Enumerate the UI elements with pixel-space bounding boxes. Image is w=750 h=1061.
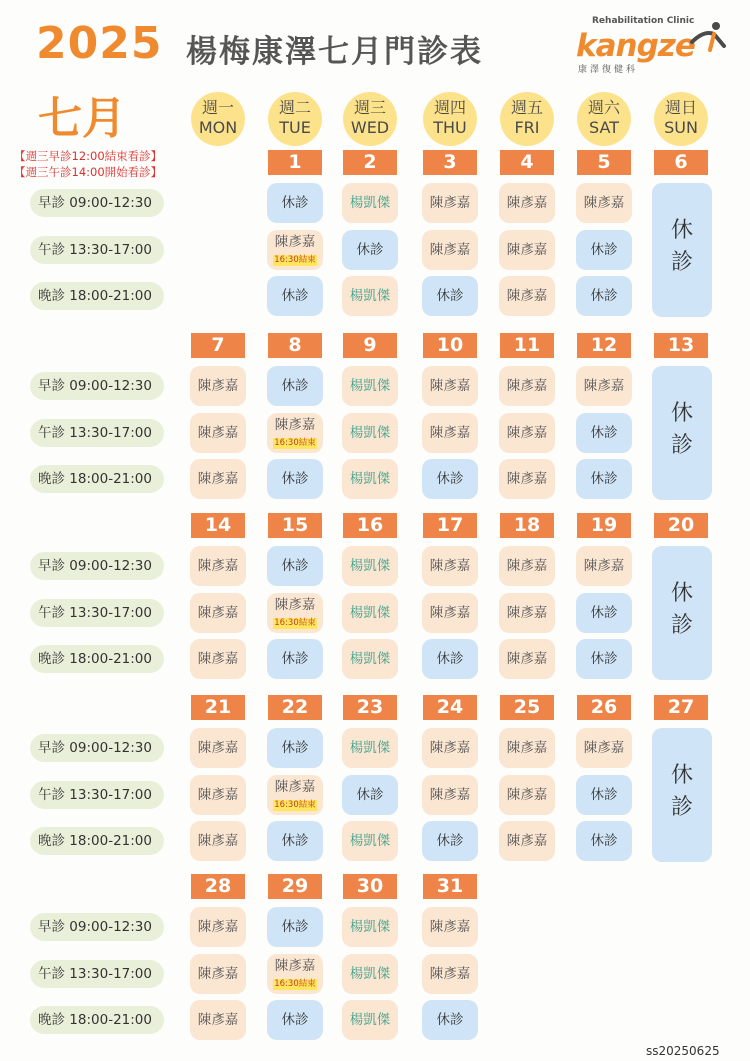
session-label: 晚診 18:00-21:00 <box>30 1006 164 1034</box>
session-label: 早診 09:00-12:30 <box>30 189 164 217</box>
date-cell: 11 <box>500 333 554 358</box>
date-cell: 26 <box>577 695 631 720</box>
doctor-cell: 陳彥嘉 <box>422 230 478 270</box>
doctor-cell: 陳彥嘉 <box>499 775 555 815</box>
doctor-cell: 陳彥嘉 <box>422 546 478 586</box>
date-cell: 8 <box>268 333 322 358</box>
doctor-cell-early-close <box>267 230 323 270</box>
date-cell: 16 <box>343 513 397 538</box>
day-header-thu <box>423 92 477 146</box>
closed-cell: 休診 <box>576 821 632 861</box>
session-label: 早診 09:00-12:30 <box>30 913 164 941</box>
date-cell: 14 <box>191 513 245 538</box>
doctor-cell: 陳彥嘉 <box>499 546 555 586</box>
schedule-notes <box>14 148 162 180</box>
closed-cell: 休診 <box>267 1000 323 1040</box>
doctor-cell: 楊凱傑 <box>342 276 398 316</box>
date-cell: 31 <box>423 874 477 899</box>
day-header-zh: 週四 <box>433 98 466 117</box>
doctor-cell-early-close <box>267 413 323 453</box>
sunday-closed-block <box>652 728 712 862</box>
early-close-badge: 16:30結束 <box>274 618 316 628</box>
day-header-zh: 週二 <box>278 98 311 117</box>
date-cell: 15 <box>268 513 322 538</box>
day-header-fri <box>500 92 554 146</box>
sunday-closed-char: 診 <box>670 795 693 820</box>
date-cell: 19 <box>577 513 631 538</box>
date-cell: 24 <box>423 695 477 720</box>
doctor-cell: 陳彥嘉 <box>499 230 555 270</box>
doctor-cell: 楊凱傑 <box>342 954 398 994</box>
closed-cell: 休診 <box>576 593 632 633</box>
doctor-cell-early-close <box>267 593 323 633</box>
day-header-zh: 週日 <box>664 98 697 117</box>
doctor-name: 陳彥嘉 <box>274 234 316 250</box>
doctor-cell: 陳彥嘉 <box>499 413 555 453</box>
sunday-closed-char: 休 <box>670 581 693 606</box>
day-header-mon <box>191 92 245 146</box>
closed-cell: 休診 <box>422 459 478 499</box>
closed-cell: 休診 <box>576 276 632 316</box>
logo-brand: kangze <box>576 28 695 64</box>
sunday-closed-char: 休 <box>670 401 693 426</box>
doctor-cell: 楊凱傑 <box>342 366 398 406</box>
date-cell: 18 <box>500 513 554 538</box>
doctor-cell: 陳彥嘉 <box>499 459 555 499</box>
doctor-cell: 陳彥嘉 <box>190 366 246 406</box>
doctor-cell: 陳彥嘉 <box>190 954 246 994</box>
clinic-logo <box>576 14 736 75</box>
doctor-cell: 陳彥嘉 <box>190 639 246 679</box>
doctor-cell: 陳彥嘉 <box>499 821 555 861</box>
date-cell: 1 <box>268 150 322 175</box>
closed-cell: 休診 <box>342 230 398 270</box>
early-close-badge: 16:30結束 <box>274 979 316 989</box>
date-cell: 6 <box>654 150 708 175</box>
closed-cell: 休診 <box>342 775 398 815</box>
closed-cell: 休診 <box>576 230 632 270</box>
closed-cell: 休診 <box>576 775 632 815</box>
session-label: 午診 13:30-17:00 <box>30 419 164 447</box>
day-header-en: THU <box>433 118 467 137</box>
session-label: 晚診 18:00-21:00 <box>30 282 164 310</box>
session-label: 早診 09:00-12:30 <box>30 372 164 400</box>
day-header-sun <box>654 92 708 146</box>
date-cell: 23 <box>343 695 397 720</box>
session-label: 午診 13:30-17:00 <box>30 960 164 988</box>
session-label: 午診 13:30-17:00 <box>30 236 164 264</box>
doctor-cell: 陳彥嘉 <box>190 459 246 499</box>
closed-cell: 休診 <box>576 413 632 453</box>
sunday-closed-block <box>652 183 712 317</box>
doctor-cell: 楊凱傑 <box>342 907 398 947</box>
doctor-cell: 陳彥嘉 <box>576 366 632 406</box>
date-cell: 17 <box>423 513 477 538</box>
date-cell: 12 <box>577 333 631 358</box>
note-wed-afternoon: 【週三午診14:00開始看診】 <box>14 165 163 179</box>
doctor-cell: 陳彥嘉 <box>499 276 555 316</box>
doctor-cell: 楊凱傑 <box>342 546 398 586</box>
early-close-badge: 16:30結束 <box>274 800 316 810</box>
session-label: 午診 13:30-17:00 <box>30 599 164 627</box>
running-figure-icon <box>686 20 734 60</box>
closed-cell: 休診 <box>267 907 323 947</box>
early-close-badge: 16:30結束 <box>274 255 316 265</box>
year-heading: 2025 <box>36 18 163 69</box>
day-header-zh: 週三 <box>353 98 386 117</box>
day-header-tue <box>268 92 322 146</box>
doctor-name: 陳彥嘉 <box>274 417 316 433</box>
doctor-cell: 楊凱傑 <box>342 1000 398 1040</box>
doctor-cell: 陳彥嘉 <box>190 907 246 947</box>
day-header-zh: 週六 <box>587 98 620 117</box>
date-cell: 21 <box>191 695 245 720</box>
date-cell: 13 <box>654 333 708 358</box>
day-header-en: SUN <box>664 118 698 137</box>
doctor-name: 陳彥嘉 <box>274 779 316 795</box>
note-wed-morning: 【週三早診12:00結束看診】 <box>14 149 163 163</box>
closed-cell: 休診 <box>267 366 323 406</box>
session-label: 早診 09:00-12:30 <box>30 734 164 762</box>
closed-cell: 休診 <box>576 639 632 679</box>
day-header-sat <box>577 92 631 146</box>
doctor-cell: 楊凱傑 <box>342 639 398 679</box>
early-close-badge: 16:30結束 <box>274 438 316 448</box>
sunday-closed-block <box>652 366 712 500</box>
closed-cell: 休診 <box>422 276 478 316</box>
doctor-cell: 陳彥嘉 <box>576 728 632 768</box>
page-title: 楊梅康澤七月門診表 <box>186 34 483 70</box>
sunday-closed-block <box>652 546 712 680</box>
date-cell: 28 <box>191 874 245 899</box>
session-label: 早診 09:00-12:30 <box>30 552 164 580</box>
doctor-cell: 陳彥嘉 <box>190 593 246 633</box>
doctor-cell: 陳彥嘉 <box>422 593 478 633</box>
day-header-zh: 週五 <box>510 98 543 117</box>
date-cell: 4 <box>500 150 554 175</box>
month-heading: 七月 <box>38 93 126 144</box>
doctor-cell: 陳彥嘉 <box>190 728 246 768</box>
sunday-closed-char: 診 <box>670 433 693 458</box>
date-cell: 5 <box>577 150 631 175</box>
doctor-cell: 楊凱傑 <box>342 728 398 768</box>
doctor-cell: 陳彥嘉 <box>499 593 555 633</box>
closed-cell: 休診 <box>267 183 323 223</box>
doctor-cell: 陳彥嘉 <box>576 546 632 586</box>
date-cell: 10 <box>423 333 477 358</box>
date-cell: 3 <box>423 150 477 175</box>
logo-chinese: 康澤復健科 <box>578 65 639 75</box>
sunday-closed-char: 診 <box>670 613 693 638</box>
doctor-cell: 陳彥嘉 <box>190 1000 246 1040</box>
closed-cell: 休診 <box>267 276 323 316</box>
doctor-cell: 楊凱傑 <box>342 459 398 499</box>
day-header-en: SAT <box>589 118 619 137</box>
doctor-cell: 陳彥嘉 <box>422 775 478 815</box>
closed-cell: 休診 <box>422 821 478 861</box>
doctor-cell: 陳彥嘉 <box>190 413 246 453</box>
footer-code: ss20250625 <box>646 1044 720 1058</box>
doctor-name: 陳彥嘉 <box>274 958 316 974</box>
doctor-cell: 陳彥嘉 <box>190 821 246 861</box>
doctor-cell-early-close <box>267 775 323 815</box>
day-header-en: WED <box>350 118 390 137</box>
date-cell: 9 <box>343 333 397 358</box>
day-header-en: MON <box>198 118 238 137</box>
day-header-wed <box>343 92 397 146</box>
date-cell: 25 <box>500 695 554 720</box>
day-header-en: FRI <box>514 118 540 137</box>
date-cell: 30 <box>343 874 397 899</box>
closed-cell: 休診 <box>267 639 323 679</box>
doctor-cell: 楊凱傑 <box>342 821 398 861</box>
doctor-cell: 陳彥嘉 <box>422 413 478 453</box>
sunday-closed-char: 休 <box>670 763 693 788</box>
doctor-cell: 陳彥嘉 <box>422 728 478 768</box>
session-label: 晚診 18:00-21:00 <box>30 465 164 493</box>
doctor-cell: 楊凱傑 <box>342 413 398 453</box>
sunday-closed-char: 診 <box>670 250 693 275</box>
doctor-cell: 陳彥嘉 <box>499 728 555 768</box>
doctor-cell: 陳彥嘉 <box>499 639 555 679</box>
doctor-cell: 陳彥嘉 <box>422 954 478 994</box>
doctor-cell: 陳彥嘉 <box>190 775 246 815</box>
closed-cell: 休診 <box>267 821 323 861</box>
doctor-name: 陳彥嘉 <box>274 597 316 613</box>
closed-cell: 休診 <box>422 639 478 679</box>
doctor-cell: 楊凱傑 <box>342 593 398 633</box>
sunday-closed-char: 休 <box>670 218 693 243</box>
doctor-cell: 陳彥嘉 <box>499 183 555 223</box>
doctor-cell: 陳彥嘉 <box>576 183 632 223</box>
day-header-en: TUE <box>279 118 311 137</box>
date-cell: 20 <box>654 513 708 538</box>
date-cell: 29 <box>268 874 322 899</box>
doctor-cell: 陳彥嘉 <box>422 183 478 223</box>
doctor-cell: 陳彥嘉 <box>422 366 478 406</box>
closed-cell: 休診 <box>422 1000 478 1040</box>
day-header-zh: 週一 <box>201 98 234 117</box>
session-label: 晚診 18:00-21:00 <box>30 827 164 855</box>
doctor-cell: 陳彥嘉 <box>190 546 246 586</box>
doctor-cell-early-close <box>267 954 323 994</box>
date-cell: 2 <box>343 150 397 175</box>
logo-subtitle: Rehabilitation Clinic <box>592 16 695 26</box>
closed-cell: 休診 <box>576 459 632 499</box>
date-cell: 7 <box>191 333 245 358</box>
doctor-cell: 楊凱傑 <box>342 183 398 223</box>
session-label: 午診 13:30-17:00 <box>30 781 164 809</box>
doctor-cell: 陳彥嘉 <box>499 366 555 406</box>
closed-cell: 休診 <box>267 728 323 768</box>
date-cell: 27 <box>654 695 708 720</box>
closed-cell: 休診 <box>267 459 323 499</box>
date-cell: 22 <box>268 695 322 720</box>
closed-cell: 休診 <box>267 546 323 586</box>
doctor-cell: 陳彥嘉 <box>422 907 478 947</box>
session-label: 晚診 18:00-21:00 <box>30 645 164 673</box>
